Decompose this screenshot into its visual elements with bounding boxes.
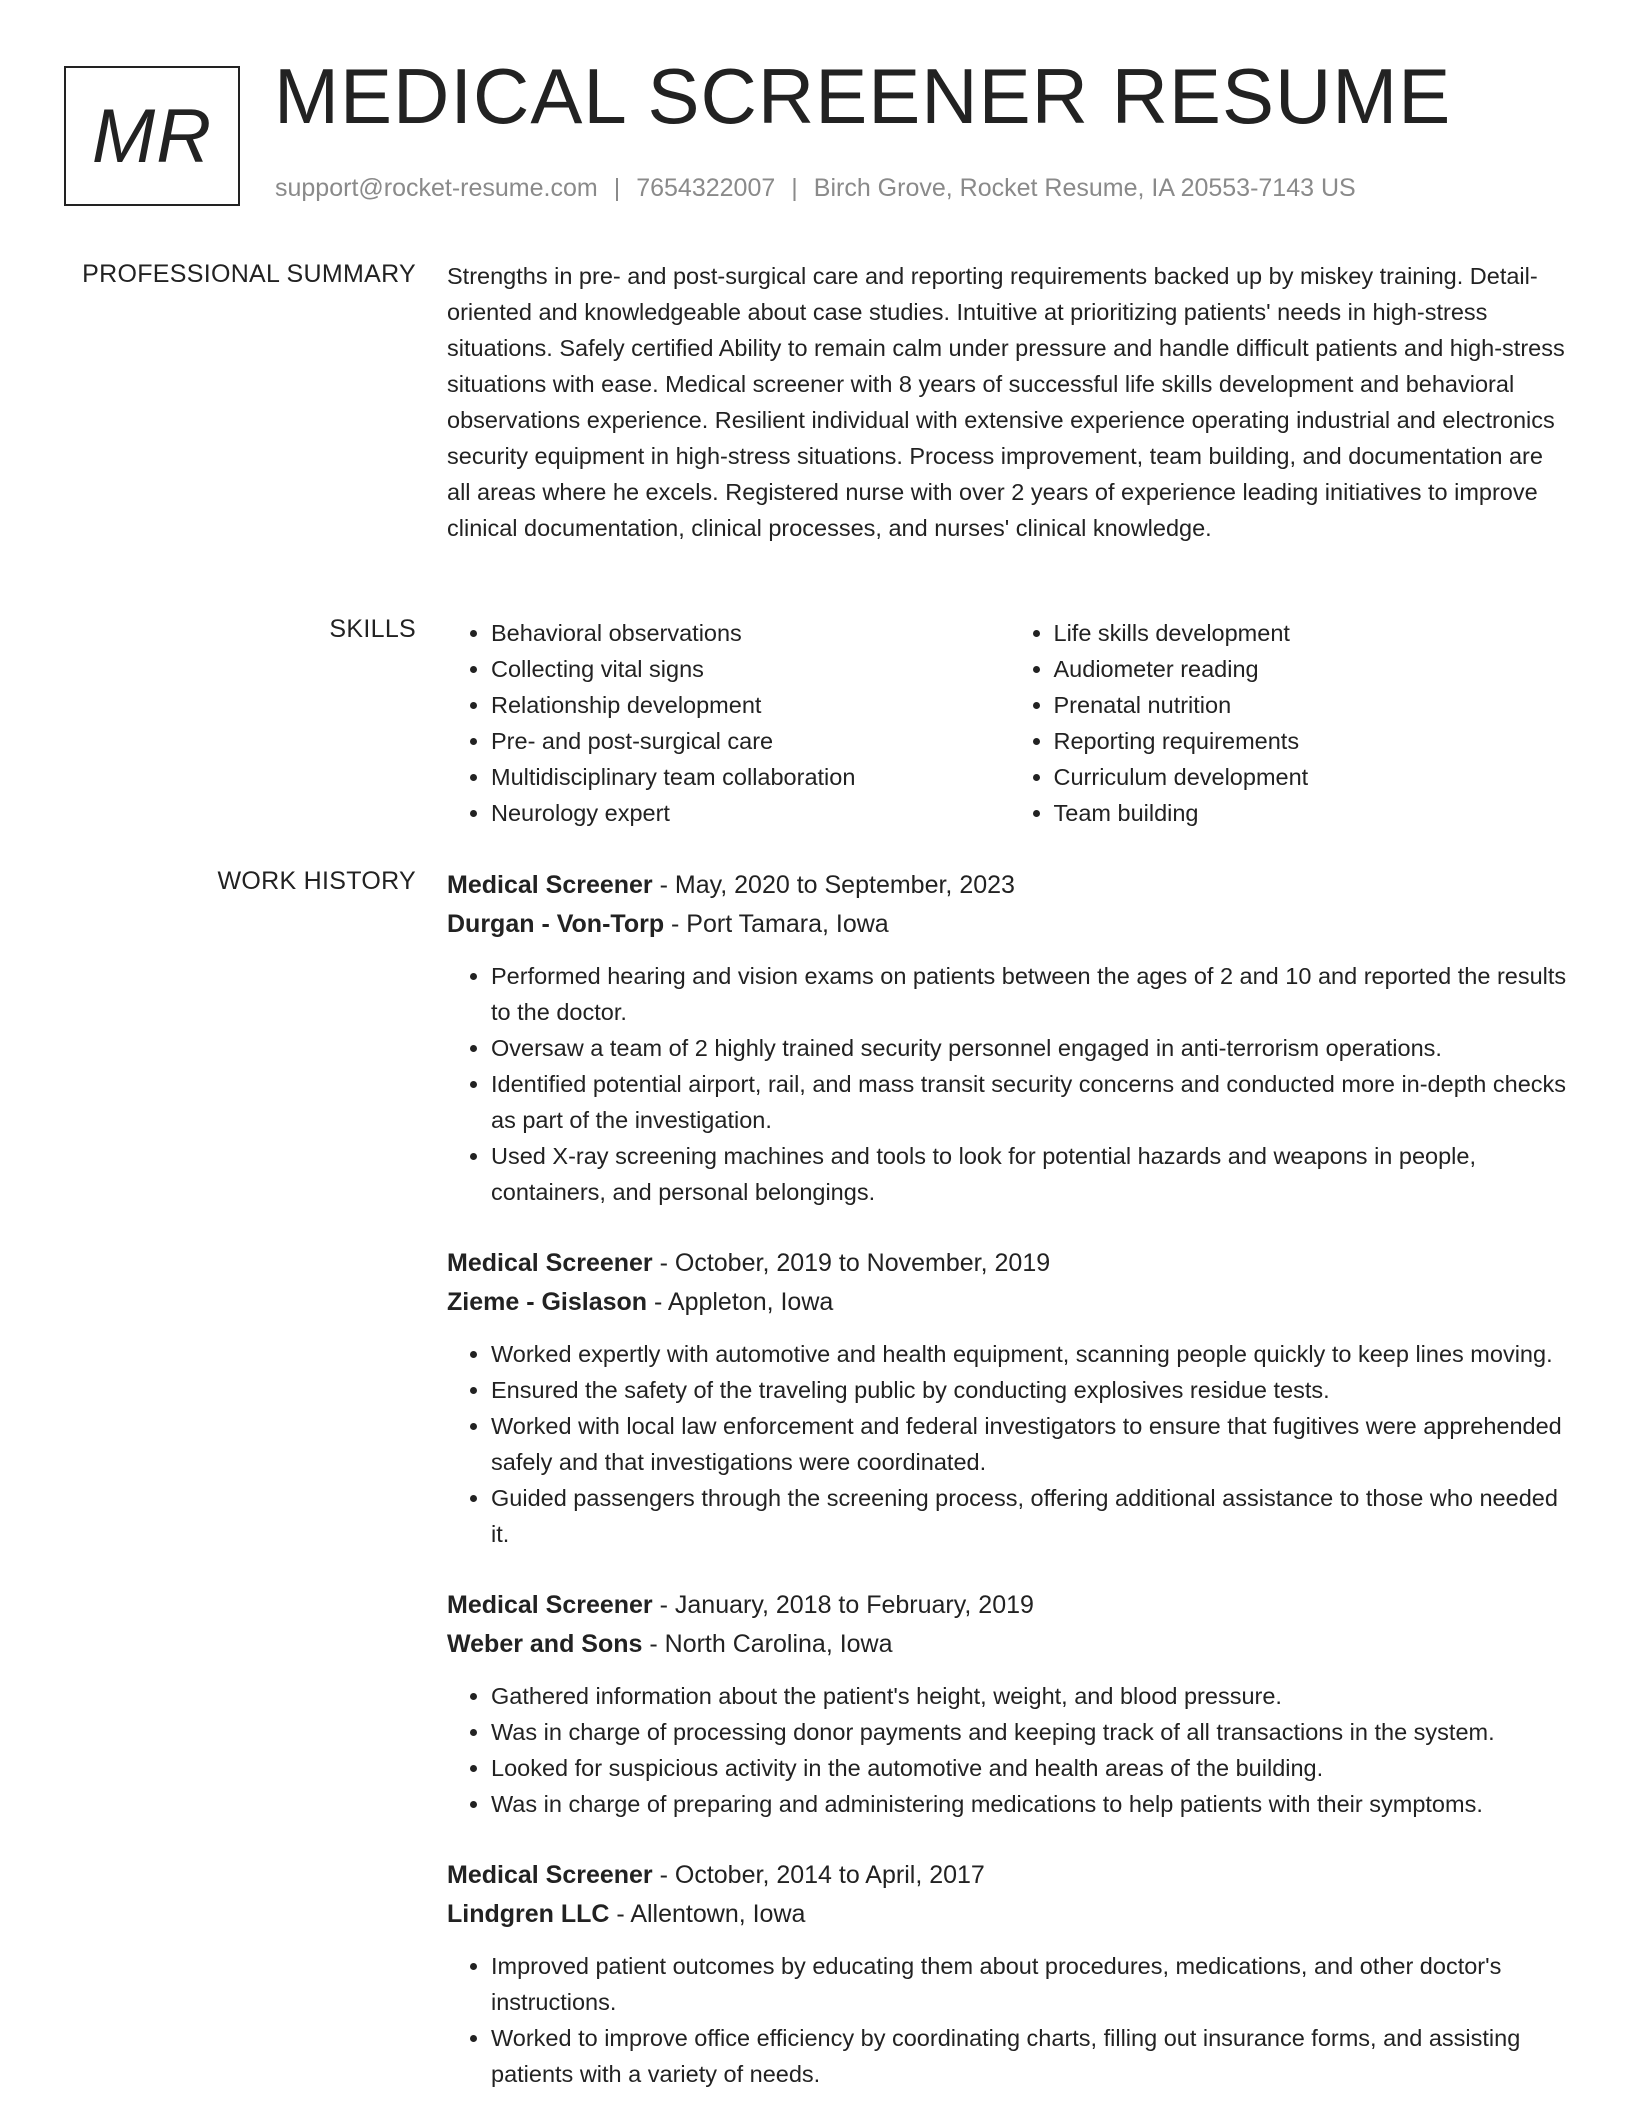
skill-item: • Reporting requirements: [1054, 723, 1573, 759]
job-company-line: [447, 1625, 1572, 1664]
job-bullet: • Worked expertly with automotive and health equipment, scanning people quickly to keep lines moving.: [491, 1336, 1572, 1372]
skills-heading: SKILLS: [329, 615, 416, 643]
job-entry: [447, 1244, 1572, 1552]
contact-phone: 7654322007: [636, 174, 776, 202]
job-bullet: • Identified potential airport, rail, and mass transit security concerns and conducted more in-depth checks as part of the investigation.: [491, 1066, 1572, 1138]
job-bullet: • Guided passengers through the screening process, offering additional assistance to those who needed it.: [491, 1480, 1572, 1552]
job-bullet: • Was in charge of processing donor payments and keeping track of all transactions in the system.: [491, 1714, 1572, 1750]
job-entry: [447, 1856, 1572, 2092]
job-bullets: [447, 1678, 1572, 1822]
skill-item: • Team building: [1054, 795, 1573, 831]
skills-body: [447, 615, 1572, 831]
job-entry: [447, 866, 1572, 1210]
job-bullet: • Was in charge of preparing and administering medications to help patients with their symptoms.: [491, 1786, 1572, 1822]
job-bullet: • Looked for suspicious activity in the automotive and health areas of the building.: [491, 1750, 1572, 1786]
contact-separator: |: [613, 174, 621, 202]
job-location: - North Carolina, Iowa: [642, 1630, 893, 1658]
job-company: Lindgren LLC: [447, 1900, 610, 1928]
summary-body: [447, 258, 1572, 546]
job-title: Medical Screener: [447, 1861, 653, 1889]
skill-item: • Collecting vital signs: [491, 651, 1010, 687]
contact-line: [275, 174, 1356, 203]
contact-address: Birch Grove, Rocket Resume, IA 20553-7143 US: [813, 174, 1356, 202]
skill-item: • Curriculum development: [1054, 759, 1573, 795]
work-history-body: [447, 866, 1572, 2126]
job-bullets: [447, 1336, 1572, 1552]
job-bullet: • Worked to improve office efficiency by coordinating charts, filling out insurance forms, and assisting patients with a variety of needs.: [491, 2020, 1572, 2092]
work-history-heading: WORK HISTORY: [217, 867, 416, 895]
contact-separator: |: [791, 174, 798, 202]
job-dates: - October, 2019 to November, 2019: [652, 1249, 1051, 1277]
job-dates: - May, 2020 to September, 2023: [652, 871, 1015, 899]
job-company: Zieme - Gislason: [447, 1288, 648, 1316]
job-company: Weber and Sons: [447, 1630, 643, 1658]
job-bullet: • Used X-ray screening machines and tools to look for potential hazards and weapons in people, containers, and personal belongings.: [491, 1138, 1572, 1210]
contact-email: support@rocket-resume.com: [275, 174, 598, 202]
job-bullet: • Gathered information about the patient's height, weight, and blood pressure.: [491, 1678, 1572, 1714]
skill-item: • Pre- and post-surgical care: [491, 723, 1010, 759]
job-title-line: [447, 1856, 1572, 1895]
job-bullet: • Improved patient outcomes by educating them about procedures, medications, and other doctor's instructions.: [491, 1948, 1572, 2020]
job-location: - Allentown, Iowa: [609, 1900, 806, 1928]
job-dates: - October, 2014 to April, 2017: [652, 1861, 985, 1889]
skill-item: • Audiometer reading: [1054, 651, 1573, 687]
job-location: - Appleton, Iowa: [647, 1288, 834, 1316]
skill-item: • Prenatal nutrition: [1054, 687, 1573, 723]
job-title: Medical Screener: [447, 1249, 653, 1277]
job-title: Medical Screener: [447, 1591, 653, 1619]
summary-text: Strengths in pre- and post-surgical care and reporting requirements backed up by miskey training. Detail-oriented and knowledgeable about case studies. Intuitive at prioritizing patients' needs in high-stress situations. Safely certified Ability to remain calm under pressure and handle difficult patients and high-stress situations with ease. Medical screener with 8 years of successful life skills development and behavioral observations experience. Resilient individual with extensive experience operating industrial and electronics security equipment in high-stress situations. Process improvement, team building, and documentation are all areas where he excels. Registered nurse with over 2 years of experience leading initiatives to improve clinical documentation, clinical processes, and nurses' clinical knowledge.: [447, 263, 1565, 541]
job-title: Medical Screener: [447, 871, 653, 899]
job-title-line: [447, 866, 1572, 905]
job-dates: - January, 2018 to February, 2019: [652, 1591, 1034, 1619]
job-entry: [447, 1586, 1572, 1822]
job-title-line: [447, 1586, 1572, 1625]
job-company-line: [447, 1283, 1572, 1322]
job-bullets: [447, 958, 1572, 1210]
skill-item: • Behavioral observations: [491, 615, 1010, 651]
job-bullets: [447, 1948, 1572, 2092]
job-company-line: [447, 905, 1572, 944]
skill-item: • Neurology expert: [491, 795, 1010, 831]
job-company: Durgan - Von-Torp: [447, 910, 665, 938]
skill-item: • Life skills development: [1054, 615, 1573, 651]
job-company-line: [447, 1895, 1572, 1934]
job-bullet: • Performed hearing and vision exams on patients between the ages of 2 and 10 and reported the results to the doctor.: [491, 958, 1572, 1030]
skill-item: • Multidisciplinary team collaboration: [491, 759, 1010, 795]
job-location: - Port Tamara, Iowa: [664, 910, 889, 938]
monogram-logo: MR: [64, 66, 240, 206]
job-title-line: [447, 1244, 1572, 1283]
page-title: MEDICAL SCREENER RESUME: [274, 52, 1452, 140]
summary-heading: PROFESSIONAL SUMMARY: [82, 260, 416, 288]
skills-list-left: [447, 615, 1010, 831]
job-bullet: • Worked with local law enforcement and federal investigators to ensure that fugitives were apprehended safely and that investigations were coordinated.: [491, 1408, 1572, 1480]
job-bullet: • Oversaw a team of 2 highly trained security personnel engaged in anti-terrorism operations.: [491, 1030, 1572, 1066]
skill-item: • Relationship development: [491, 687, 1010, 723]
skills-list-right: [1010, 615, 1573, 831]
job-bullet: • Ensured the safety of the traveling public by conducting explosives residue tests.: [491, 1372, 1572, 1408]
